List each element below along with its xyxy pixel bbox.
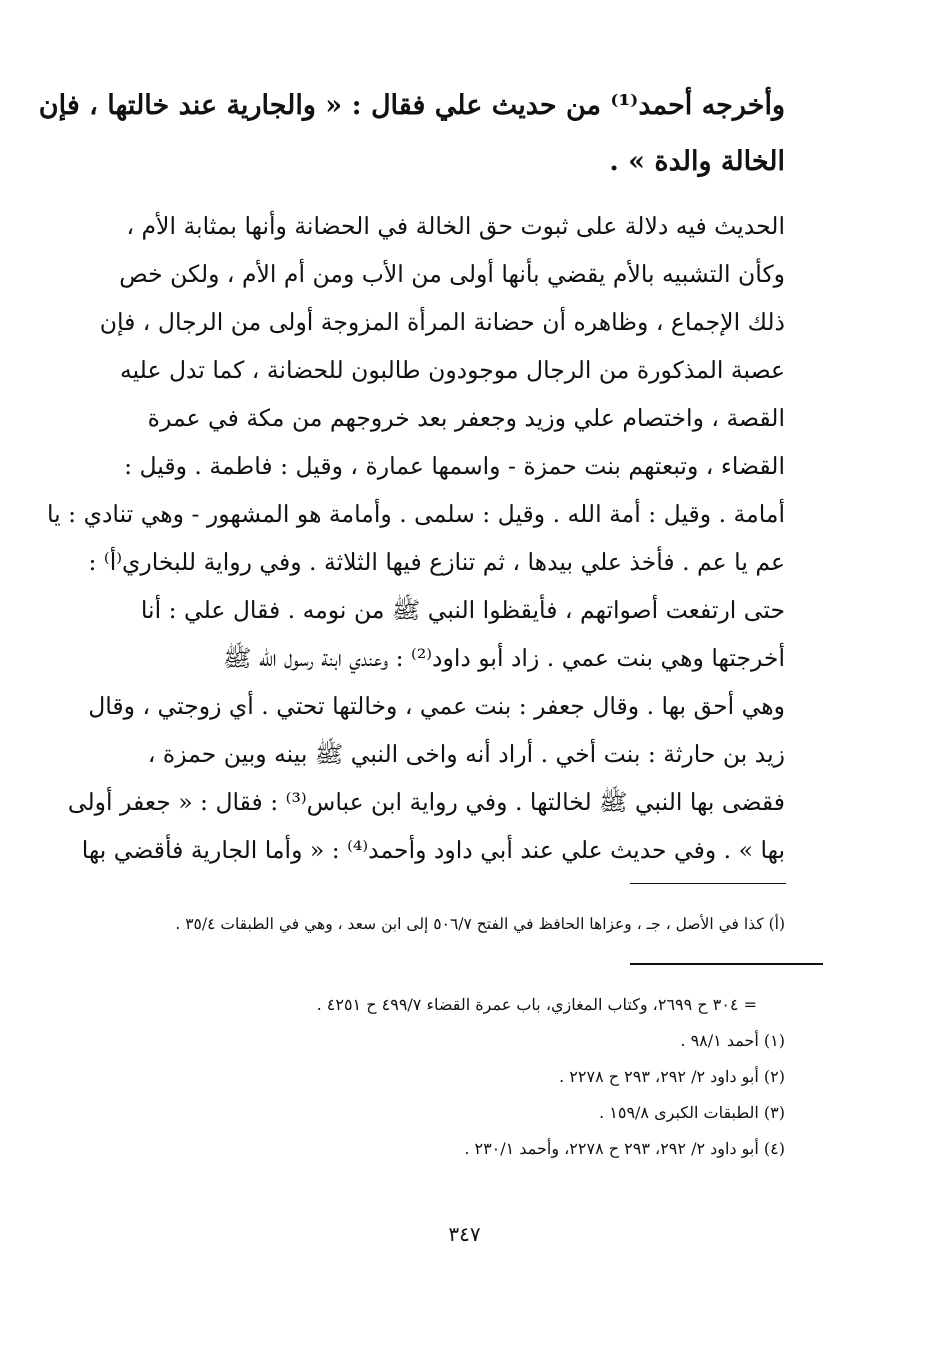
body-line: زيد بن حارثة : بنت أخي . أراد أنه واخى النبي ﷺ بينه وبين حمزة ، (147, 740, 785, 768)
body-line: وهي أحق بها . وقال جعفر : بنت عمي ، وخالتها تحتي . أي زوجتي ، وقال (88, 692, 785, 720)
body-line: أخرجتها وهي بنت عمي . زاد أبو داود⁽²⁾ : وعندي ابنة رسول الله ﷺ (223, 644, 785, 672)
body-line: بها » . وفي حديث علي عند أبي داود وأحمد⁽⁴⁾ : « وأما الجارية فأقضي بها (81, 836, 785, 864)
body-line: وكأن التشبيه بالأم يقضي بأنها أولى من الأب ومن أم الأم ، ولكن خص (119, 260, 785, 288)
body-line: القصة ، واختصام علي وزيد وجعفر بعد خروجهم من مكة في عمرة (147, 404, 785, 432)
footnote-1: (١) أحمد ٩٨/١ . (680, 1031, 785, 1050)
heading-paragraph (38, 90, 785, 190)
body-line: الحديث فيه دلالة على ثبوت حق الخالة في الحضانة وأنها بمثابة الأم ، (126, 212, 785, 240)
footnote-separator (630, 963, 823, 965)
page-number: ٣٤٧ (448, 1222, 481, 1246)
footnote-3: (٣) الطبقات الكبرى ١٥٩/٨ . (599, 1103, 785, 1122)
body-line: أمامة . وقيل : أمة الله . وقيل : سلمى . وأمامة هو المشهور - وهي تنادي : يا (47, 500, 785, 528)
body-line: عم يا عم . فأخذ علي بيدها ، ثم تنازع فيها الثلاثة . وفي رواية للبخاري⁽أ⁾ : (88, 548, 785, 576)
body-underline-divider (630, 883, 786, 884)
heading-line: الخالة والدة » . (609, 146, 785, 177)
body-line: ذلك الإجماع ، وظاهره أن حضانة المرأة المزوجة أولى من الرجال ، فإن (99, 308, 785, 336)
body-line: عصبة المذكورة من الرجال موجودون طالبون للحضانة ، كما تدل عليه (119, 356, 785, 384)
body-line: فقضى بها النبي ﷺ لخالتها . وفي رواية ابن عباس⁽³⁾ : فقال : « جعفر أولى (67, 788, 785, 816)
footnote-continuation: = ٣٠٤ ح ٢٦٩٩، وكتاب المغازي، باب عمرة القضاء ٤٩٩/٧ ح ٤٢٥١ . (316, 995, 757, 1014)
body-line: حتى ارتفعت أصواتهم ، فأيقظوا النبي ﷺ من نومه . فقال علي : أنا (140, 596, 785, 624)
footnotes-list (160, 995, 785, 1175)
footnote-2: (٢) أبو داود ٢/ ٢٩٢، ٢٩٣ ح ٢٢٧٨ . (559, 1067, 785, 1086)
footnote-4: (٤) أبو داود ٢/ ٢٩٢، ٢٩٣ ح ٢٢٧٨، وأحمد ٢٣٠/١ . (464, 1139, 785, 1158)
heading-line: وأخرجه أحمد⁽¹⁾ من حديث علي فقال : « والجارية عند خالتها ، فإن (38, 90, 785, 121)
body-paragraph (47, 212, 785, 892)
footnote-a-line: (أ) كذا في الأصل ، جـ ، وعزاها الحافظ في الفتح ٥٠٦/٧ إلى ابن سعد ، وهي في الطبقات ٣٥/٤ . (175, 915, 785, 933)
body-line: القضاء ، وتبعتهم بنت حمزة - واسمها عمارة ، وقيل : فاطمة . وقيل : (124, 452, 785, 480)
lettered-footnote (160, 915, 785, 945)
